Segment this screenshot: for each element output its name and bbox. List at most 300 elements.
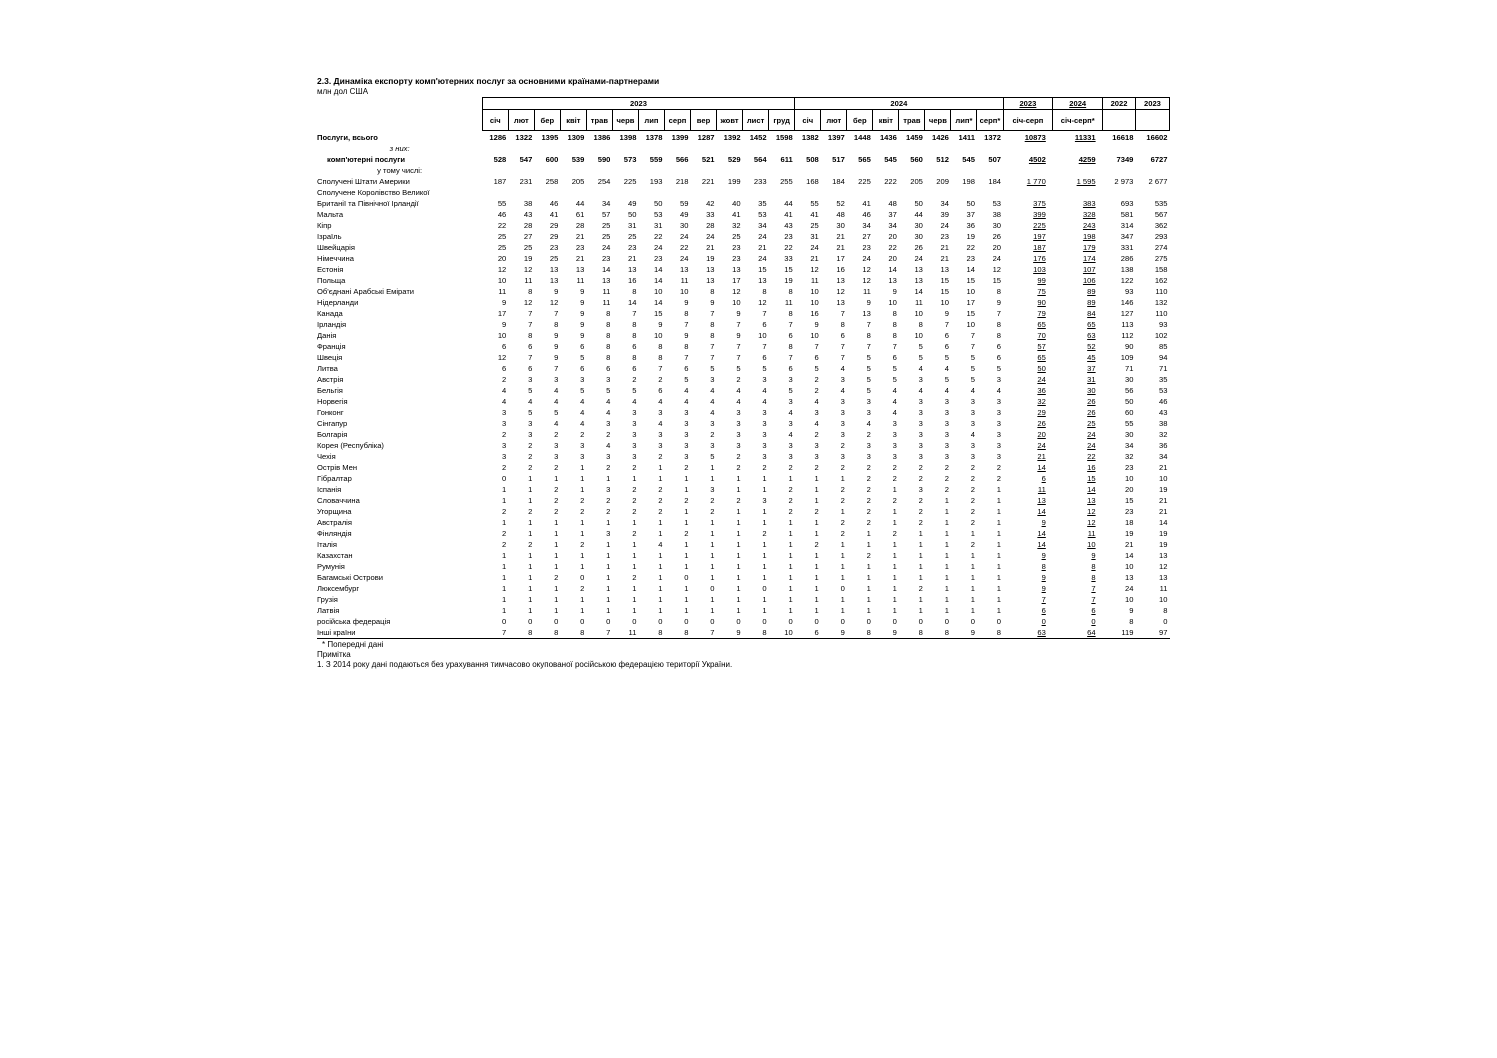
value-cell: 2 bbox=[840, 518, 845, 527]
table-row bbox=[317, 231, 1170, 242]
value-cell: 1448 bbox=[853, 133, 871, 142]
value-cell: 14 bbox=[966, 265, 975, 274]
value-cell: 2 bbox=[814, 540, 819, 549]
value-cell: 1 bbox=[892, 573, 897, 582]
value-cell: 8 bbox=[658, 342, 663, 351]
value-cell: 1 bbox=[918, 595, 923, 604]
value-cell: 2 bbox=[580, 540, 585, 549]
value-cell: 8 bbox=[684, 309, 689, 318]
value-cell: 5 bbox=[866, 386, 871, 395]
country-label: Болгарія bbox=[317, 430, 348, 439]
empty-cell bbox=[951, 143, 977, 154]
row-services-total bbox=[317, 131, 1170, 144]
month-header-2023: лип bbox=[638, 110, 664, 131]
value-cell: 1 bbox=[944, 551, 949, 560]
value-cell: 7 bbox=[736, 320, 741, 329]
value-cell: 20 bbox=[888, 254, 897, 263]
value-cell: 1 bbox=[632, 474, 637, 483]
value-cell: 3 bbox=[918, 441, 923, 450]
ytd-value-cell: 328 bbox=[1082, 210, 1096, 219]
ytd-value-cell: 7 bbox=[1091, 584, 1096, 593]
ytd-value-cell: 79 bbox=[1037, 309, 1046, 318]
value-cell: 25 bbox=[497, 243, 507, 252]
value-cell: 3 bbox=[996, 408, 1002, 417]
month-header-2024: трав bbox=[899, 110, 925, 131]
country-label: Угорщина bbox=[317, 507, 352, 516]
value-cell: 4 bbox=[580, 408, 585, 417]
value-cell: 20 bbox=[888, 232, 897, 241]
value-cell: 25 bbox=[732, 232, 741, 241]
value-cell: 8 bbox=[866, 331, 871, 340]
ytd-value-cell: 9 bbox=[1041, 551, 1046, 560]
value-cell: 3 bbox=[970, 419, 975, 428]
value-cell: 17 bbox=[836, 254, 845, 263]
month-header-2024: черв bbox=[925, 110, 951, 131]
value-cell: 3 bbox=[814, 452, 819, 461]
value-cell: 0 bbox=[684, 617, 689, 626]
value-cell: 3 bbox=[918, 430, 923, 439]
value-cell: 7 bbox=[892, 342, 897, 351]
value-cell: 24 bbox=[992, 254, 1002, 263]
value-cell: 110 bbox=[1155, 309, 1168, 318]
value-cell: 6 bbox=[795, 627, 821, 639]
value-cell: 7 bbox=[554, 364, 559, 373]
country-label: Австрія bbox=[317, 375, 344, 384]
value-cell: 57 bbox=[601, 210, 611, 219]
value-cell: 1 bbox=[970, 551, 975, 560]
month-header-2023: вер bbox=[691, 110, 717, 131]
empty-cell bbox=[1103, 187, 1136, 198]
table-row bbox=[317, 583, 1170, 594]
value-cell: 6 bbox=[502, 364, 507, 373]
value-cell: 13 bbox=[1124, 573, 1134, 582]
ytd-label-2023: січ-серп bbox=[1003, 110, 1053, 131]
value-cell: 1 bbox=[606, 584, 611, 593]
value-cell: 8 bbox=[840, 320, 845, 329]
empty-cell bbox=[821, 143, 847, 154]
value-cell: 28 bbox=[575, 221, 585, 230]
value-cell: 1 bbox=[944, 529, 949, 538]
ytd-value-cell: 4502 bbox=[1028, 155, 1046, 164]
value-cell: 3 bbox=[606, 485, 611, 494]
value-cell: 55 bbox=[810, 199, 819, 208]
value-cell: 1 bbox=[606, 606, 611, 615]
value-cell: 37 bbox=[966, 210, 975, 219]
value-cell: 138 bbox=[1120, 265, 1134, 274]
value-cell: 225 bbox=[623, 177, 637, 186]
value-cell: 27 bbox=[523, 232, 533, 241]
value-cell: 29 bbox=[549, 221, 559, 230]
value-cell: 2 bbox=[866, 485, 871, 494]
empty-cell bbox=[795, 187, 821, 198]
value-cell: 0 bbox=[996, 617, 1002, 626]
value-cell: 564 bbox=[753, 155, 767, 164]
value-cell: 1 bbox=[736, 529, 741, 538]
value-cell: 13 bbox=[706, 276, 715, 285]
empty-cell bbox=[508, 143, 534, 154]
ytd-value-cell: 24 bbox=[1037, 441, 1046, 450]
value-cell: 43 bbox=[1159, 408, 1168, 417]
value-cell: 4 bbox=[996, 386, 1002, 395]
ytd-value-cell: 13 bbox=[1037, 496, 1046, 505]
table-row bbox=[317, 198, 1170, 209]
value-cell: 4 bbox=[658, 419, 663, 428]
value-cell: 0 bbox=[710, 584, 715, 593]
value-cell: 9 bbox=[892, 287, 897, 296]
value-cell: 5 bbox=[710, 452, 715, 461]
value-cell: 1 bbox=[840, 606, 845, 615]
table-row bbox=[317, 550, 1170, 561]
value-cell: 18 bbox=[1124, 518, 1134, 527]
value-cell: 30 bbox=[836, 221, 845, 230]
value-cell: 23 bbox=[627, 243, 637, 252]
value-cell: 2 bbox=[918, 518, 923, 527]
value-cell: 1 bbox=[632, 584, 637, 593]
value-cell: 53 bbox=[758, 210, 767, 219]
value-cell: 16 bbox=[810, 309, 819, 318]
value-cell: 6 bbox=[632, 342, 637, 351]
ytd-value-cell: 13 bbox=[1087, 496, 1096, 505]
empty-cell bbox=[560, 187, 586, 198]
value-cell: 6 bbox=[892, 353, 897, 362]
value-cell: 2 bbox=[580, 584, 585, 593]
empty-cell bbox=[873, 187, 899, 198]
ytd-value-cell: 9 bbox=[1091, 551, 1096, 560]
value-cell: 3 bbox=[892, 452, 897, 461]
country-label: Сполучені Штати Америки bbox=[317, 177, 410, 186]
value-cell: 258 bbox=[545, 177, 559, 186]
value-cell: 8 bbox=[788, 342, 793, 351]
ytd-value-cell: 70 bbox=[1037, 331, 1046, 340]
value-cell: 1 bbox=[762, 540, 767, 549]
value-cell: 31 bbox=[627, 221, 637, 230]
ytd-value-cell: 75 bbox=[1037, 287, 1046, 296]
value-cell: 1 bbox=[788, 518, 793, 527]
value-cell: 1 bbox=[502, 551, 507, 560]
value-cell: 7349 bbox=[1116, 155, 1134, 164]
ytd-value-cell: 107 bbox=[1082, 265, 1096, 274]
value-cell: 1 bbox=[788, 573, 793, 582]
value-cell: 7 bbox=[684, 320, 689, 329]
value-cell: 14 bbox=[914, 287, 923, 296]
value-cell: 2 bbox=[528, 507, 533, 516]
ytd-value-cell: 9 bbox=[1041, 518, 1046, 527]
value-cell: 10 bbox=[914, 331, 923, 340]
value-cell: 15 bbox=[654, 309, 663, 318]
value-cell: 1 bbox=[788, 606, 793, 615]
value-cell: 12 bbox=[1159, 562, 1168, 571]
value-cell: 5 bbox=[970, 353, 975, 362]
value-cell: 146 bbox=[1120, 298, 1134, 307]
value-cell: 1 bbox=[528, 562, 533, 571]
value-cell: 12 bbox=[523, 298, 533, 307]
value-cell: 31 bbox=[654, 221, 663, 230]
value-cell: 32 bbox=[1124, 452, 1134, 461]
ytd-value-cell: 24 bbox=[1037, 375, 1046, 384]
value-cell: 1 bbox=[892, 551, 897, 560]
value-cell: 36 bbox=[1159, 441, 1168, 450]
country-label: Італія bbox=[317, 540, 337, 549]
value-cell: 199 bbox=[727, 177, 741, 186]
value-cell: 4 bbox=[580, 397, 585, 406]
value-cell: 27 bbox=[862, 232, 871, 241]
ytd-value-cell: 0 bbox=[1091, 617, 1096, 626]
value-cell: 1 bbox=[996, 507, 1002, 516]
value-cell: 314 bbox=[1120, 221, 1134, 230]
empty-cell bbox=[482, 165, 508, 176]
value-cell: 3 bbox=[944, 408, 949, 417]
value-cell: 6 bbox=[632, 364, 637, 373]
value-cell: 1 bbox=[840, 474, 845, 483]
value-cell: 25 bbox=[627, 232, 637, 241]
value-cell: 30 bbox=[914, 221, 923, 230]
value-cell: 33 bbox=[706, 210, 715, 219]
value-cell: 1 bbox=[970, 584, 975, 593]
country-label: Корея (Республіка) bbox=[317, 441, 384, 450]
value-cell: 2 bbox=[632, 485, 637, 494]
table-row bbox=[317, 539, 1170, 550]
country-label: Литва bbox=[317, 364, 338, 373]
country-label: Казахстан bbox=[317, 551, 353, 560]
ytd-value-cell: 26 bbox=[1037, 419, 1046, 428]
value-cell: 3 bbox=[788, 452, 793, 461]
value-cell: 14 bbox=[601, 265, 611, 274]
value-cell: 2 bbox=[632, 573, 637, 582]
value-cell: 1 bbox=[892, 595, 897, 604]
empty-cell bbox=[691, 143, 717, 154]
value-cell: 6 bbox=[788, 364, 793, 373]
value-cell: 2 bbox=[970, 474, 975, 483]
value-cell: 5 bbox=[866, 375, 871, 384]
value-cell: 22 bbox=[680, 243, 689, 252]
value-cell: 4 bbox=[736, 397, 741, 406]
value-cell: 2 bbox=[918, 474, 923, 483]
value-cell: 11 bbox=[915, 298, 923, 307]
value-cell: 2 bbox=[892, 474, 897, 483]
value-cell: 13 bbox=[601, 276, 611, 285]
value-cell: 7 bbox=[482, 627, 508, 639]
empty-cell bbox=[717, 165, 743, 176]
value-cell: 3 bbox=[918, 485, 923, 494]
value-cell: 5 bbox=[632, 386, 637, 395]
value-cell: 7 bbox=[814, 342, 819, 351]
value-cell: 21 bbox=[810, 254, 819, 263]
value-cell: 10 bbox=[1124, 595, 1134, 604]
value-cell: 3 bbox=[970, 452, 975, 461]
value-cell: 7 bbox=[970, 342, 975, 351]
ytd-value-cell: 29 bbox=[1037, 408, 1046, 417]
value-cell: 512 bbox=[936, 155, 949, 164]
value-cell: 30 bbox=[914, 232, 923, 241]
value-cell: 565 bbox=[858, 155, 871, 164]
empty-cell bbox=[743, 187, 769, 198]
month-header-2024: бер bbox=[847, 110, 873, 131]
value-cell: 2 bbox=[840, 463, 845, 472]
value-cell: 6 bbox=[788, 331, 793, 340]
ytd-value-cell: 65 bbox=[1037, 320, 1046, 329]
value-cell: 16 bbox=[836, 265, 845, 274]
ytd-value-cell: 25 bbox=[1087, 419, 1096, 428]
value-cell: 3 bbox=[970, 441, 975, 450]
value-cell: 20 bbox=[1124, 485, 1134, 494]
value-cell: 53 bbox=[654, 210, 663, 219]
value-cell: 5 bbox=[762, 364, 767, 373]
value-cell: 9 bbox=[554, 342, 559, 351]
value-cell: 0 bbox=[918, 617, 923, 626]
month-header-2023: груд bbox=[769, 110, 795, 131]
value-cell: 3 bbox=[892, 430, 897, 439]
value-cell: 3 bbox=[970, 408, 975, 417]
value-cell: 13 bbox=[680, 265, 689, 274]
value-cell: 3 bbox=[892, 441, 897, 450]
value-cell: 12 bbox=[549, 298, 559, 307]
value-cell: 7 bbox=[684, 353, 689, 362]
ytd-value-cell: 8 bbox=[1091, 562, 1096, 571]
value-cell: 218 bbox=[675, 177, 689, 186]
value-cell: 4 bbox=[580, 419, 585, 428]
value-cell: 8 bbox=[632, 353, 637, 362]
value-cell: 184 bbox=[832, 177, 845, 186]
value-cell: 112 bbox=[1121, 331, 1134, 340]
value-cell: 8 bbox=[638, 627, 664, 639]
value-cell: 2 bbox=[632, 375, 637, 384]
value-cell: 56 bbox=[1124, 386, 1134, 395]
month-header-2023: трав bbox=[586, 110, 612, 131]
value-cell: 10 bbox=[654, 331, 663, 340]
value-cell: 8 bbox=[996, 320, 1002, 329]
value-cell: 12 bbox=[758, 298, 767, 307]
value-cell: 1 bbox=[918, 573, 923, 582]
row-label: Сполучене Королівство Великої bbox=[317, 188, 430, 197]
row-uk-line1 bbox=[317, 187, 1170, 198]
value-cell: 5 bbox=[918, 353, 923, 362]
table-row bbox=[317, 352, 1170, 363]
value-cell: 1 bbox=[736, 507, 741, 516]
value-cell: 9 bbox=[717, 627, 743, 639]
value-cell: 2 bbox=[944, 474, 949, 483]
empty-cell bbox=[586, 187, 612, 198]
value-cell: 0 bbox=[658, 617, 663, 626]
value-cell: 3 bbox=[632, 441, 637, 450]
value-cell: 10 bbox=[888, 298, 897, 307]
value-cell: 2 bbox=[710, 430, 715, 439]
value-cell: 41 bbox=[862, 199, 871, 208]
country-label: російська федерація bbox=[317, 617, 391, 626]
value-cell: 1 bbox=[684, 507, 689, 516]
value-cell: 8 bbox=[1163, 606, 1168, 615]
row-including bbox=[317, 165, 1170, 176]
value-cell: 8 bbox=[710, 331, 715, 340]
value-cell: 2 bbox=[892, 529, 897, 538]
value-cell: 7 bbox=[866, 342, 871, 351]
value-cell: 10 bbox=[732, 298, 741, 307]
value-cell: 4 bbox=[762, 386, 767, 395]
value-cell: 2 bbox=[814, 386, 819, 395]
value-cell: 19 bbox=[784, 276, 793, 285]
value-cell: 158 bbox=[1154, 265, 1168, 274]
value-cell: 2 bbox=[736, 463, 741, 472]
value-cell: 4 bbox=[736, 386, 741, 395]
value-cell: 2 bbox=[632, 507, 637, 516]
value-cell: 9 bbox=[814, 320, 819, 329]
empty-cell bbox=[769, 143, 795, 154]
table-row bbox=[317, 396, 1170, 407]
value-cell: 1 bbox=[814, 562, 819, 571]
value-cell: 14 bbox=[627, 298, 637, 307]
value-cell: 1 bbox=[970, 606, 975, 615]
ytd-value-cell: 57 bbox=[1037, 342, 1046, 351]
value-cell: 2 bbox=[658, 496, 663, 505]
value-cell: 7 bbox=[710, 309, 715, 318]
value-cell: 8 bbox=[788, 287, 793, 296]
ytd-value-cell: 225 bbox=[1033, 221, 1046, 230]
value-cell: 1 bbox=[580, 595, 585, 604]
value-cell: 8 bbox=[508, 627, 534, 639]
value-cell: 507 bbox=[988, 155, 1002, 164]
country-label: Сінгапур bbox=[317, 419, 348, 428]
value-cell: 7 bbox=[632, 309, 637, 318]
table-row bbox=[317, 473, 1170, 484]
table-row bbox=[317, 594, 1170, 605]
value-cell: 2 bbox=[632, 496, 637, 505]
value-cell: 2 bbox=[658, 485, 663, 494]
empty-cell bbox=[612, 187, 638, 198]
value-cell: 3 bbox=[996, 430, 1002, 439]
value-cell: 7 bbox=[762, 342, 767, 351]
empty-cell bbox=[1003, 187, 1053, 198]
value-cell: 9 bbox=[710, 298, 715, 307]
value-cell: 0 bbox=[710, 617, 715, 626]
value-cell: 193 bbox=[649, 177, 663, 186]
value-cell: 1 bbox=[580, 474, 585, 483]
value-cell: 567 bbox=[1154, 210, 1168, 219]
empty-cell bbox=[873, 143, 899, 154]
value-cell: 255 bbox=[780, 177, 793, 186]
value-cell: 3 bbox=[840, 419, 845, 428]
value-cell: 1 bbox=[528, 595, 533, 604]
value-cell: 2 bbox=[840, 441, 845, 450]
value-cell: 7 bbox=[866, 320, 871, 329]
ytd-value-cell: 8 bbox=[1041, 562, 1046, 571]
value-cell: 1 bbox=[684, 540, 689, 549]
value-cell: 50 bbox=[1124, 397, 1134, 406]
country-label: Данія bbox=[317, 331, 337, 340]
value-cell: 90 bbox=[1124, 342, 1134, 351]
value-cell: 7 bbox=[762, 309, 767, 318]
value-cell: 38 bbox=[523, 199, 533, 208]
value-cell: 1 bbox=[996, 529, 1002, 538]
value-cell: 9 bbox=[580, 298, 585, 307]
value-cell: 3 bbox=[606, 452, 611, 461]
value-cell: 2 bbox=[892, 496, 897, 505]
month-header-2023: лют bbox=[508, 110, 534, 131]
value-cell: 8 bbox=[925, 627, 951, 639]
value-cell: 3 bbox=[632, 452, 637, 461]
value-cell: 26 bbox=[914, 243, 923, 252]
value-cell: 25 bbox=[601, 232, 611, 241]
ytd-value-cell: 7 bbox=[1041, 595, 1046, 604]
value-cell: 0 bbox=[684, 573, 689, 582]
value-cell: 1 bbox=[684, 595, 689, 604]
value-cell: 46 bbox=[497, 210, 507, 219]
empty-cell bbox=[1053, 165, 1103, 176]
value-cell: 15 bbox=[966, 276, 975, 285]
value-cell: 233 bbox=[753, 177, 767, 186]
value-cell: 14 bbox=[888, 265, 897, 274]
value-cell: 5 bbox=[970, 375, 975, 384]
value-cell: 274 bbox=[1154, 243, 1168, 252]
value-cell: 43 bbox=[784, 221, 793, 230]
